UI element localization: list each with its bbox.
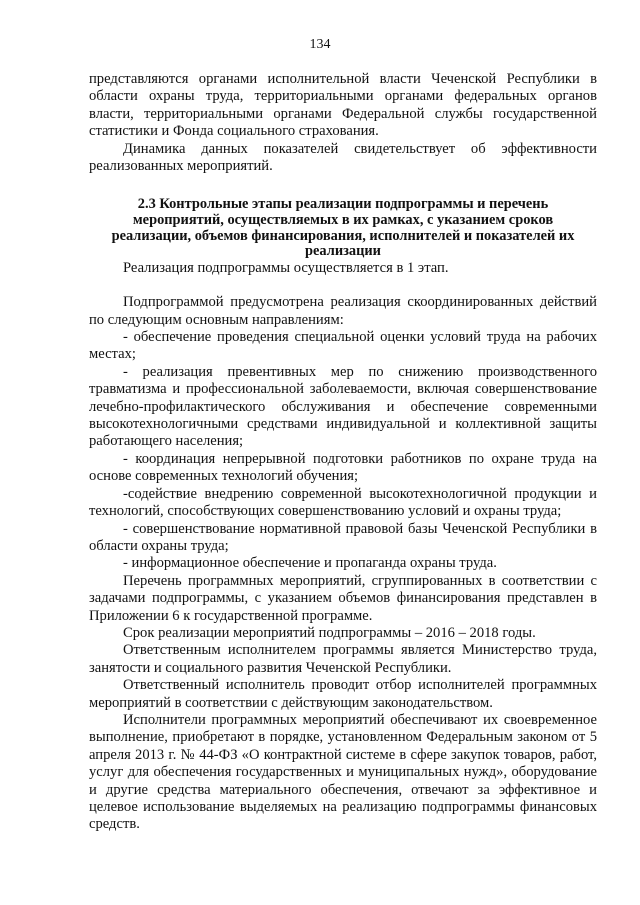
direction-item: -содействие внедрению современной высокотехнологичной продукции и технологий, способствующих совершенствованию условий и охраны труда; [89,485,597,520]
stage-paragraph: Реализация подпрограммы осуществляется в 1 этап. [123,259,449,276]
direction-item: - информационное обеспечение и пропаганда охраны труда. [123,555,497,572]
page-content [89,71,597,834]
intro-paragraph-continued: представляются органами исполнительной власти Чеченской Республики в области охраны труда, территориальными органами федеральных органов власти, территориальными органами Федеральной службы государственной статистики и Фонда социального страхования. [89,71,597,140]
direction-item: - координация непрерывной подготовки работников по охране труда на основе современных технологий обучения; [89,450,597,485]
section-heading: 2.3 Контрольные этапы реализации подпрограммы и перечень мероприятий, осуществляемых в их рамках, с указанием сроков реализации, объемов финансирования, исполнителей и показателей их реализации [111,196,575,260]
direction-item: - совершенствование нормативной правовой базы Чеченской Республики в области охраны труда; [89,520,597,554]
directions-intro: Подпрограммой предусмотрена реализация скоординированных действий по следующим основным направлениям: [89,294,597,328]
intro-paragraph: Динамика данных показателей свидетельствует об эффективности реализованных мероприятий. [89,140,597,175]
body-paragraph: Перечень программных мероприятий, сгруппированных в соответствии с задачами подпрограммы, с указанием объемов финансирования представлен в Приложении 6 к государственной программе. [89,572,597,624]
body-paragraph: Срок реализации мероприятий подпрограммы – 2016 – 2018 годы. [123,624,536,641]
body-paragraph: Исполнители программных мероприятий обеспечивают их своевременное выполнение, приобретают в порядке, установленном Федеральным законом от 5 апреля 2013 г. № 44-ФЗ «О контрактной системе в сфере закупок товаров, работ, услуг для обеспечения государственных и муниципальных нужд», оборудование и другие средства материального обеспечения, отвечают за эффективное и целевое использование выделяемых на реализацию подпрограммы финансовых средств. [89,711,597,833]
direction-item: - обеспечение проведения специальной оценки условий труда на рабочих местах; [89,329,597,363]
direction-item: - реализация превентивных мер по снижению производственного травматизма и профессиональной заболеваемости, включая совершенствование лечебно-профилактического обслуживания и обеспечение современными высокотехнологичными средствами индивидуальной и коллективной защиты работающего населения; [89,363,597,450]
page-number: 134 [309,37,331,52]
body-paragraph: Ответственным исполнителем программы является Министерство труда, занятости и социального развития Чеченской Республики. [89,642,597,676]
body-paragraph: Ответственный исполнитель проводит отбор исполнителей программных мероприятий в соответствии с действующим законодательством. [89,677,597,711]
